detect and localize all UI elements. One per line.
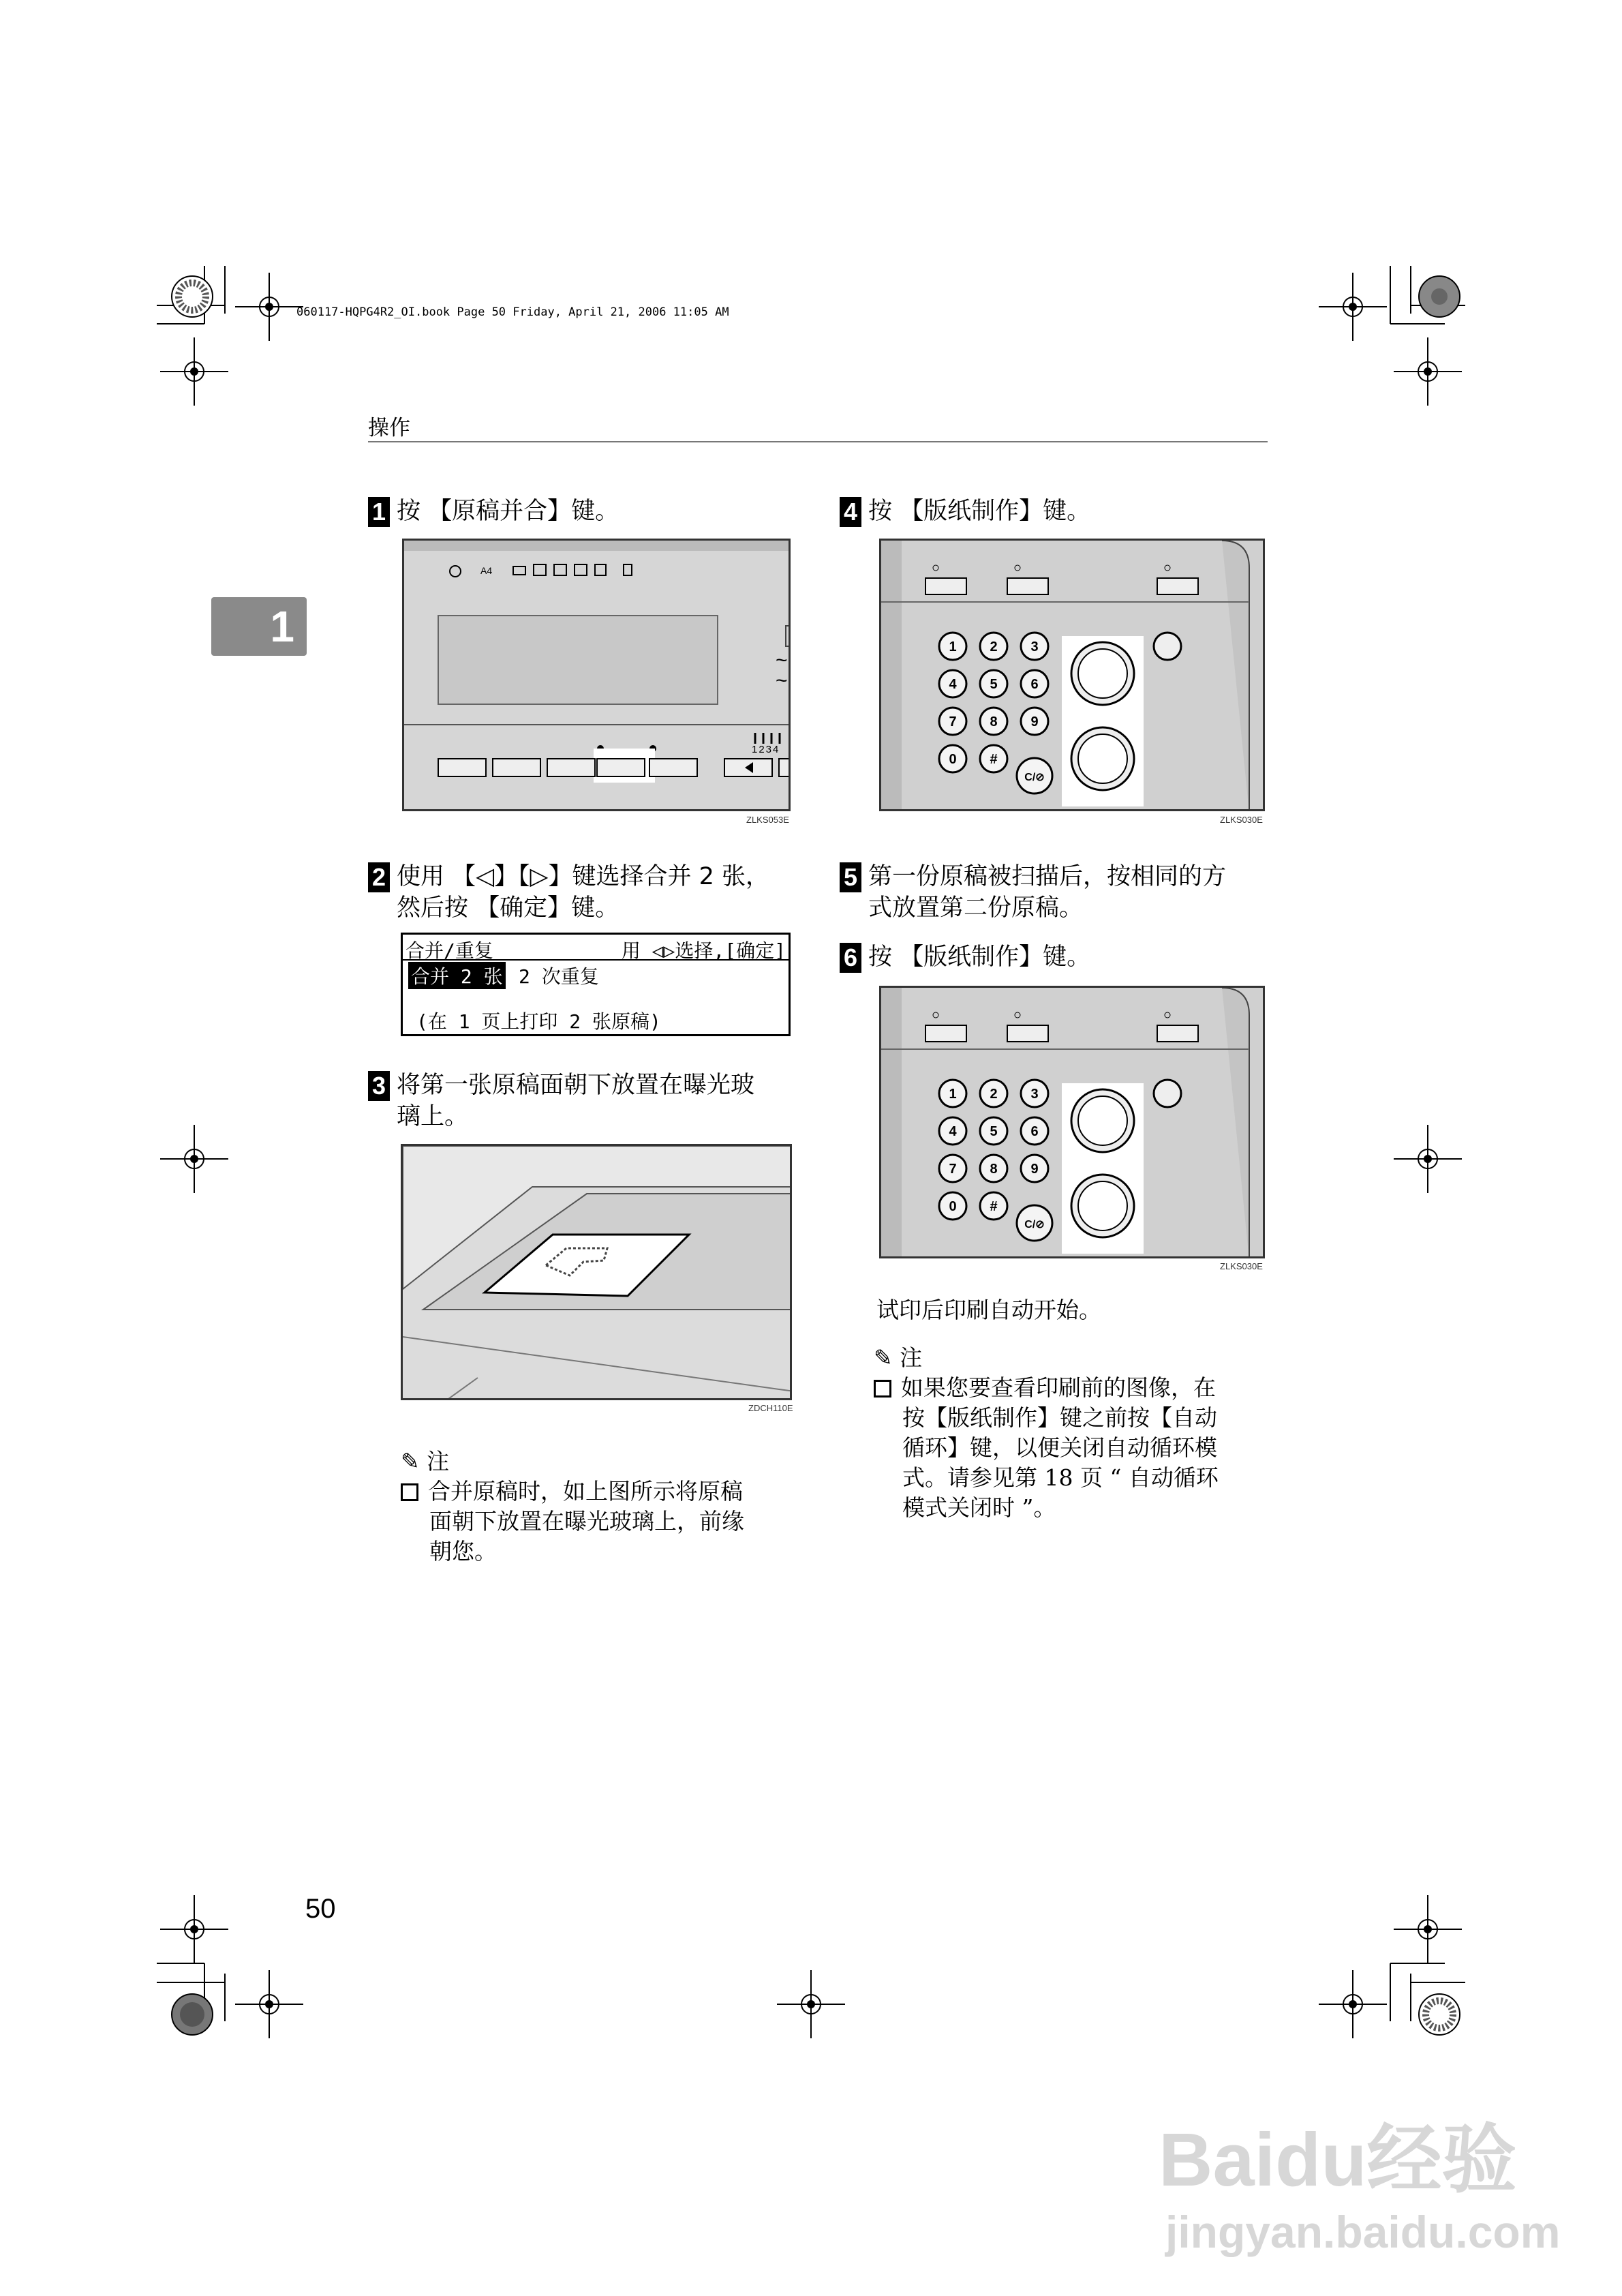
step-number: 2 — [368, 862, 390, 892]
keypad-figure-2 — [879, 986, 1265, 1258]
note-line: 按【版纸制作】键之前按【自动 — [902, 1404, 1217, 1431]
step-text: 将第一张原稿面朝下放置在曝光玻 — [397, 1072, 755, 1099]
figure-code: ZLKS053E — [746, 815, 789, 825]
master-making-key-inner — [1078, 734, 1127, 783]
figure-code: ZLKS030E — [1220, 1261, 1263, 1271]
step-text: 使用 【◁】【▷】键选择合并 2 张， — [397, 863, 769, 890]
step-number: 6 — [840, 943, 861, 973]
step-number: 4 — [840, 497, 861, 527]
key-label: 4 — [949, 677, 957, 692]
key-label: 2 — [990, 1087, 998, 1102]
note-line: 模式关闭时 ”。 — [902, 1494, 1056, 1521]
checkbox-icon — [874, 1380, 891, 1398]
step-text: 第一份原稿被扫描后，按相同的方 — [868, 863, 1227, 890]
panel-a4-label: A4 — [480, 565, 493, 576]
key-label: 3 — [1030, 1087, 1039, 1102]
note-line: 循环】键，以便关闭自动循环模 — [902, 1434, 1217, 1461]
svg-text:~: ~ — [776, 649, 788, 671]
note-title: 注 — [427, 1448, 450, 1475]
step-number: 3 — [368, 1071, 390, 1101]
key-label: 3 — [1030, 639, 1039, 654]
step-5-line2: 式放置第二份原稿。 — [868, 894, 1084, 922]
key-label: # — [990, 1199, 998, 1214]
function-key — [1157, 1025, 1198, 1042]
watermark-logo: Baidu经验 — [1159, 2118, 1517, 2202]
crop-info-text: 060117-HQPG4R2_OI.book Page 50 Friday, April 21, 2006 11:05 AM — [296, 305, 729, 319]
master-making-key-inner — [1078, 1181, 1127, 1230]
page-number: 50 — [305, 1894, 336, 1924]
exposure-glass-figure — [401, 1144, 792, 1400]
key-label: 8 — [990, 1162, 998, 1177]
note-line: 如果您要查看印刷前的图像，在 — [874, 1373, 1269, 1403]
function-key — [1007, 1025, 1048, 1042]
start-key-inner — [1078, 1096, 1127, 1145]
exposure-glass-illustration — [403, 1146, 792, 1400]
key-label: 9 — [1030, 714, 1039, 729]
note-line: 合并原稿时，如上图所示将原稿 — [401, 1477, 796, 1507]
function-key — [1157, 578, 1198, 594]
note-line: 面朝下放置在曝光玻璃上，前缘 — [429, 1508, 744, 1535]
key-label: # — [990, 752, 998, 767]
note-left — [401, 1477, 796, 1567]
lcd-option[interactable]: 2 次重复 — [519, 965, 599, 988]
key-label: 5 — [990, 1124, 998, 1139]
function-key — [925, 578, 966, 594]
lcd-info: (在 1 页上打印 2 张原稿) — [416, 1010, 661, 1033]
pencil-icon: ✎ — [401, 1448, 420, 1475]
chapter-tab: 1 — [211, 597, 307, 656]
note-right-heading — [874, 1340, 922, 1372]
lcd-display — [401, 933, 791, 1036]
keypad-illustration — [881, 988, 1265, 1258]
note-title: 注 — [900, 1344, 923, 1371]
start-key-inner — [1078, 649, 1127, 698]
lcd-title-row — [403, 935, 789, 961]
note-right — [874, 1373, 1269, 1523]
key-label: 0 — [949, 752, 957, 767]
step-number: 1 — [368, 497, 390, 527]
step-text: 按 【版纸制作】键。 — [868, 498, 1091, 525]
figure-code: ZDCH110E — [748, 1403, 793, 1413]
header-title: 操作 — [368, 416, 410, 440]
key-label: 2 — [990, 639, 998, 654]
key-label: C/⊘ — [1024, 772, 1045, 783]
step-2 — [368, 862, 769, 892]
key-label: 0 — [949, 1199, 957, 1214]
proof-key — [1154, 1080, 1181, 1107]
checkbox-icon — [401, 1483, 418, 1501]
proof-key — [1154, 633, 1181, 660]
step-1 — [368, 496, 619, 527]
key-label: 6 — [1030, 677, 1039, 692]
step-number: 5 — [840, 862, 861, 892]
keypad-figure-1 — [879, 539, 1265, 811]
key-label: 7 — [949, 714, 957, 729]
keypad-illustration — [881, 541, 1265, 811]
key-label: 5 — [990, 677, 998, 692]
lcd-title: 合并/重复 — [406, 939, 493, 962]
step-3 — [368, 1070, 754, 1101]
key-label: 9 — [1030, 1162, 1039, 1177]
key-label: 7 — [949, 1162, 957, 1177]
lcd-hint: 用 ◁▷选择,[确定] — [621, 939, 786, 962]
key-label: 1 — [949, 639, 957, 654]
function-key — [1007, 578, 1048, 594]
note-line: 式。请参见第 18 页 “ 自动循环 — [902, 1464, 1219, 1491]
step-4 — [840, 496, 1090, 527]
step-2-line2: 然后按 【确定】键。 — [397, 894, 619, 922]
running-header — [368, 412, 1268, 442]
figure-code: ZLKS030E — [1220, 815, 1263, 825]
control-panel-illustration — [404, 541, 791, 811]
key-label: C/⊘ — [1024, 1219, 1045, 1230]
step-text: 按 【原稿并合】键。 — [397, 498, 619, 525]
after-step-6-text: 试印后印刷自动开始。 — [876, 1297, 1101, 1323]
note-left-heading — [401, 1444, 449, 1476]
step-6 — [840, 942, 1090, 973]
watermark-url: jingyan.baidu.com — [1165, 2207, 1561, 2257]
lcd-selected-option[interactable]: 合并 2 张 — [408, 962, 506, 989]
control-panel-figure — [402, 539, 791, 811]
svg-text:~: ~ — [776, 669, 788, 692]
key-label: 4 — [949, 1124, 957, 1139]
step-text: 按 【版纸制作】键。 — [868, 943, 1091, 971]
step-3-line2: 璃上。 — [397, 1103, 469, 1130]
function-key — [925, 1025, 966, 1042]
step-5 — [840, 862, 1226, 892]
panel-digit-labels: 1234 — [752, 744, 780, 755]
key-label: 1 — [949, 1087, 957, 1102]
key-label: 8 — [990, 714, 998, 729]
pencil-icon: ✎ — [874, 1344, 893, 1371]
note-line: 朝您。 — [429, 1538, 497, 1565]
key-label: 6 — [1030, 1124, 1039, 1139]
